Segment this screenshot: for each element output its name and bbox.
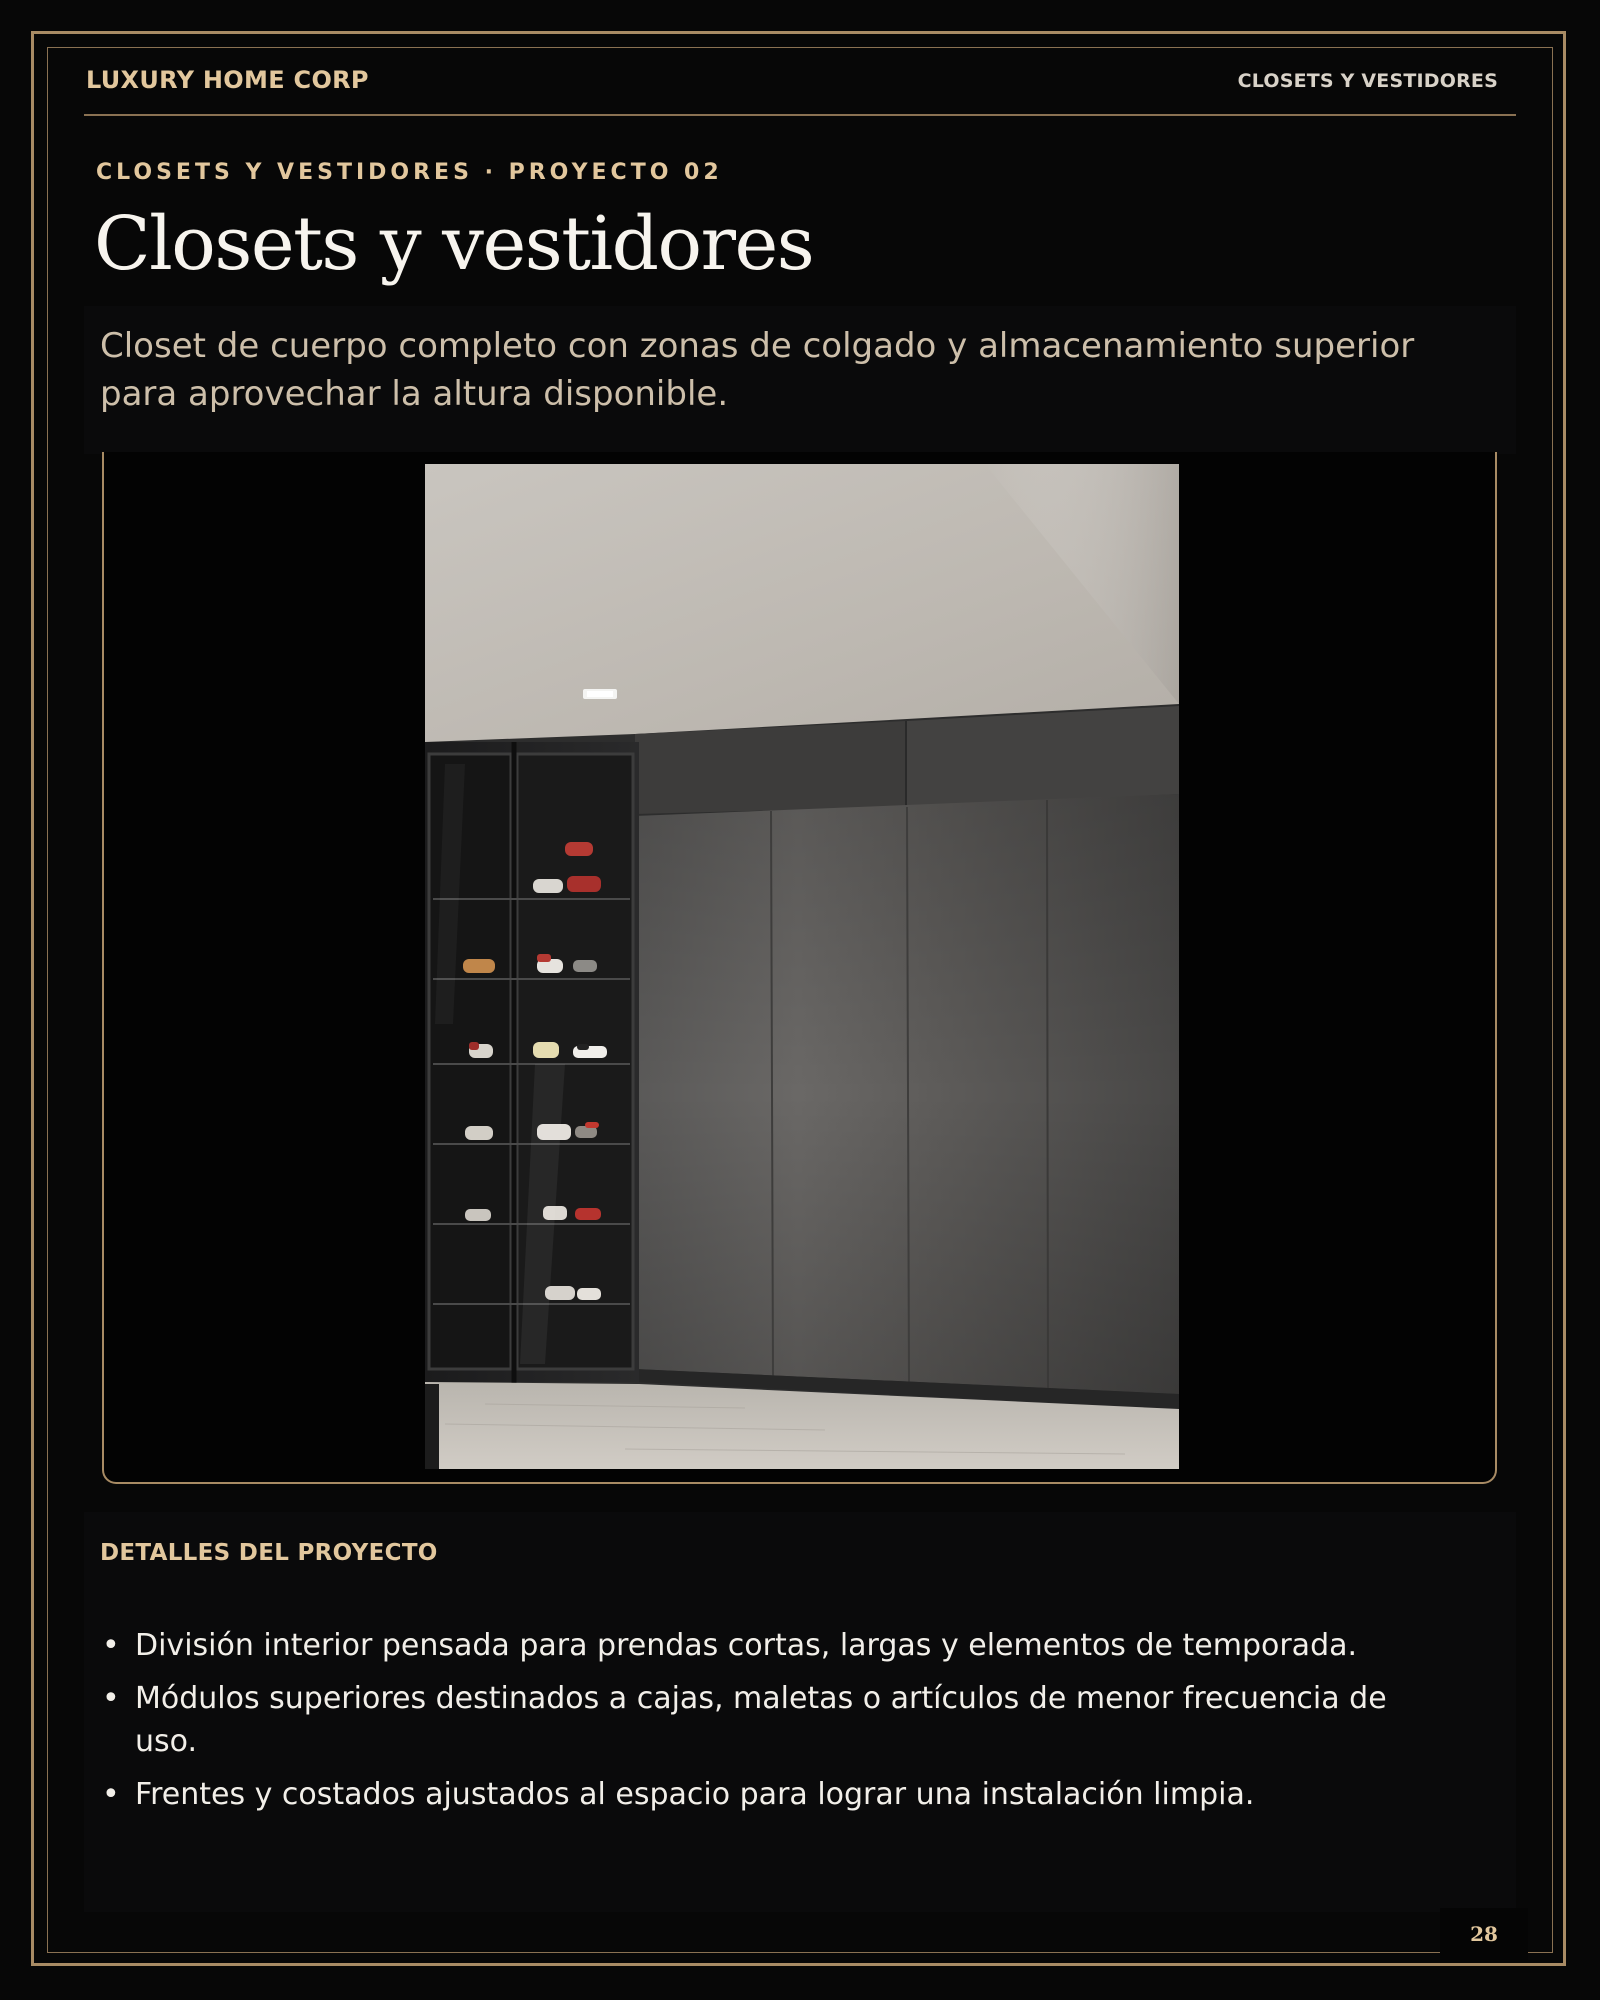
details-panel [84, 1512, 1516, 1912]
brand-name: LUXURY HOME CORP [86, 66, 369, 94]
list-item: • Módulos superiores destinados a cajas, maletas o artículos de menor frecuencia de uso. [102, 1681, 1387, 1759]
page-number: 28 [1440, 1908, 1528, 1960]
list-item: • Frentes y costados ajustados al espacio para lograr una instalación limpia. [102, 1777, 1255, 1812]
list-item: • División interior pensada para prendas cortas, largas y elementos de temporada. [102, 1628, 1358, 1663]
page-title: Closets y vestidores [94, 201, 814, 287]
eyebrow-label: CLOSETS Y VESTIDORES · PROYECTO 02 [96, 160, 723, 185]
photo-frame [102, 452, 1497, 1484]
details-heading: DETALLES DEL PROYECTO [100, 1540, 438, 1566]
section-tag: CLOSETS Y VESTIDORES [1237, 70, 1498, 92]
page-header [84, 56, 1516, 116]
list-item-text: División interior pensada para prendas cortas, largas y elementos de temporada. [135, 1628, 1358, 1663]
list-item-text: Módulos superiores destinados a cajas, maletas o artículos de menor frecuencia de uso. [135, 1681, 1387, 1759]
intro-panel [84, 306, 1516, 454]
intro-text: Closet de cuerpo completo con zonas de colgado y almacenamiento superior para aprovechar la altura disponible. [100, 326, 1415, 414]
closet-photo [425, 464, 1179, 1469]
list-item-text: Frentes y costados ajustados al espacio para lograr una instalación limpia. [135, 1777, 1255, 1812]
details-list [100, 1624, 1420, 1826]
